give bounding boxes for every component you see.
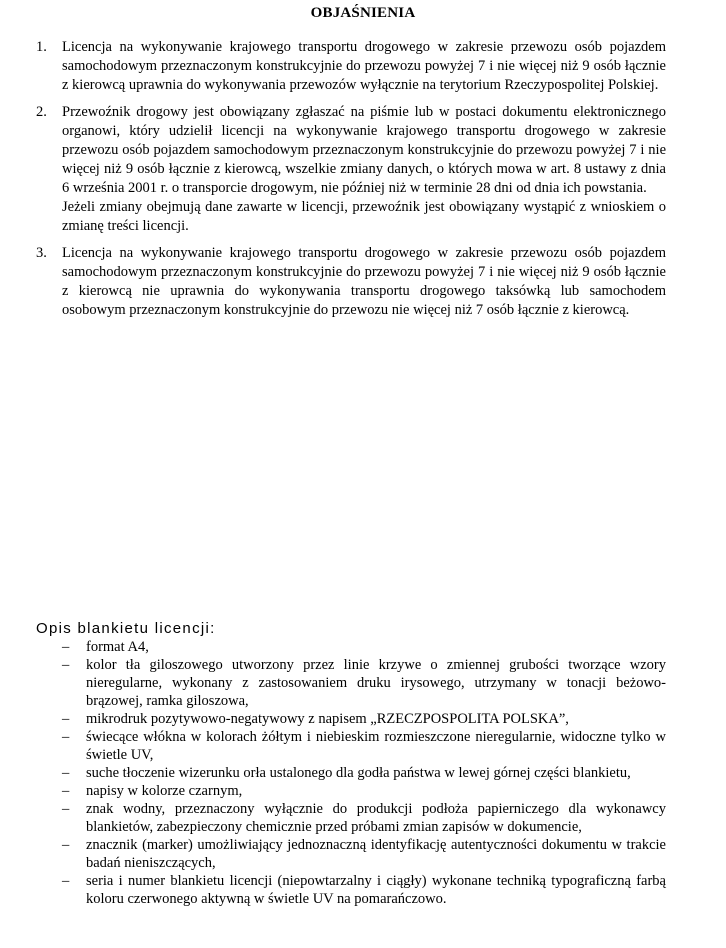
list-item-text: znacznik (marker) umożliwiający jednoznaczną identyfikację autentyczności dokumentu w trakcie badań nieniszczących, — [86, 837, 666, 871]
explanations-list — [0, 38, 726, 328]
list-item — [0, 782, 726, 800]
explanation-item-1 — [0, 38, 726, 95]
dash-bullet: – — [62, 873, 70, 889]
blank-description — [0, 619, 726, 908]
item-body — [62, 244, 666, 320]
dash-bullet: – — [62, 783, 70, 799]
list-item — [0, 638, 726, 656]
list-item-text: znak wodny, przeznaczony wyłącznie do produkcji podłoża papierniczego dla wykonawcy blankietów, zabezpieczony chemicznie przed próbami zmian zapisów w dokumencie, — [86, 801, 666, 835]
dash-bullet: – — [62, 711, 70, 727]
item-number: 1. — [36, 39, 47, 55]
item-paragraph: Przewoźnik drogowy jest obowiązany zgłaszać na piśmie lub w postaci dokumentu elektronicznego organowi, który udzielił licencji na wykonywanie krajowego transportu drogowego w zakresie przewozu osób pojazdem samochodowym przeznaczonym konstrukcyjnie do przewozu powyżej 7 i nie więcej niż 9 osób łącznie z kierowcą, wszelkie zmiany danych, o których mowa w art. 8 ustawy z dnia 6 września 2001 r. o transporcie drogowym, nie później niż w terminie 28 dni od dnia ich powstania. — [62, 104, 666, 196]
list-item-text: napisy w kolorze czarnym, — [86, 783, 243, 799]
explanation-item-3 — [0, 244, 726, 320]
dash-bullet: – — [62, 765, 70, 781]
dash-bullet: – — [62, 657, 70, 673]
list-item — [0, 728, 726, 764]
list-item — [0, 656, 726, 710]
list-item-text: format A4, — [86, 639, 149, 655]
dash-bullet: – — [62, 639, 70, 655]
item-body — [62, 38, 666, 95]
item-number: 3. — [36, 245, 47, 261]
list-item — [0, 836, 726, 872]
item-body — [62, 103, 666, 236]
blank-description-heading: Opis blankietu licencji: — [36, 620, 216, 637]
list-item — [0, 764, 726, 782]
list-item — [0, 800, 726, 836]
item-number: 2. — [36, 104, 47, 120]
list-item-text: seria i numer blankietu licencji (niepowtarzalny i ciągły) wykonane techniką typograficzną farbą koloru czerwonego aktywną w świetle UV na pomarańczowo. — [86, 873, 666, 907]
item-paragraph: Licencja na wykonywanie krajowego transportu drogowego w zakresie przewozu osób pojazdem samochodowym przeznaczonym konstrukcyjnie do przewozu powyżej 7 i nie więcej niż 9 osób łącznie z kierowcą nie uprawnia do wykonywania transportu drogowego taksówką lub samochodem osobowym przeznaczonym konstrukcyjnie do przewozu nie więcej niż 7 osób łącznie z kierowcą. — [62, 245, 666, 318]
list-item — [0, 710, 726, 728]
item-paragraph: Jeżeli zmiany obejmują dane zawarte w licencji, przewoźnik jest obowiązany wystąpić z wnioskiem o zmianę treści licencji. — [62, 199, 666, 234]
item-paragraph: Licencja na wykonywanie krajowego transportu drogowego w zakresie przewozu osób pojazdem samochodowym przeznaczonym konstrukcyjnie do przewozu powyżej 7 i nie więcej niż 9 osób łącznie z kierowcą uprawnia do wykonywania przewozów wyłącznie na terytorium Rzeczypospolitej Polskiej. — [62, 39, 666, 93]
document-title: OBJAŚNIENIA — [310, 5, 416, 21]
explanation-item-2 — [0, 103, 726, 236]
list-item — [0, 872, 726, 908]
list-item-text: kolor tła giloszowego utworzony przez linie krzywe o zmiennej grubości tworzące wzory nieregularne, wykonany z zastosowaniem druku irysowego, utrzymany w tonacji beżowo-brązowej, ramka giloszowa, — [86, 657, 666, 709]
list-item-text: świecące włókna w kolorach żółtym i niebieskim rozmieszczone nieregularnie, widoczne tylko w świetle UV, — [86, 729, 666, 763]
dash-bullet: – — [62, 729, 70, 745]
dash-bullet: – — [62, 837, 70, 853]
blank-description-list — [0, 638, 726, 908]
dash-bullet: – — [62, 801, 70, 817]
list-item-text: mikrodruk pozytywowo-negatywowy z napisem „RZECZPOSPOLITA POLSKA”, — [86, 711, 569, 727]
list-item-text: suche tłoczenie wizerunku orła ustalonego dla godła państwa w lewej górnej części blankietu, — [86, 765, 631, 781]
